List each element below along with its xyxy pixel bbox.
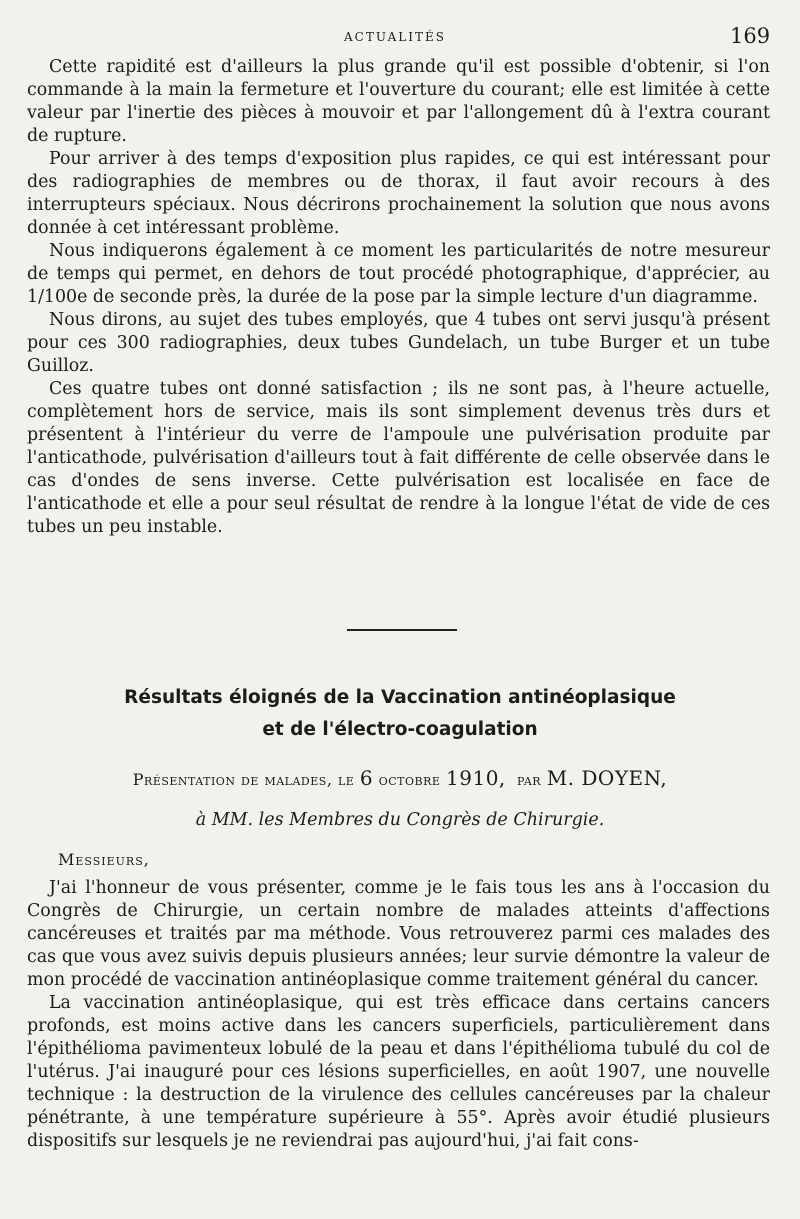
paragraph: J'ai l'honneur de vous présenter, comme je le fais tous les ans à l'occasion du Congrès de Chirurgie, un certain nombre de malades atteints d'affections cancéreuses et traités par ma méthode. Vous retrouverez parmi ces malades des cas que vous avez suivis depuis plusieurs années; leur survie démontre la valeur de mon procédé de vaccination antinéoplasique comme traitement général du cancer.: [27, 878, 770, 990]
presentation-par: par: [516, 770, 542, 789]
article-title-line-2: et de l'électro-coagulation: [262, 719, 538, 740]
paragraph: Ces quatre tubes ont donné satisfaction ; ils ne sont pas, à l'heure actuelle, complètement hors de service, mais ils sont simplement devenus très durs et présentent à l'intérieur du verre de l'ampoule une pulvérisation produite par l'anticathode, pulvérisation d'ailleurs tout à fait différente de celle observée dans le cas d'ondes de sens inverse. Cette pulvérisation est localisée en face de l'anticathode et elle a pour seul résultat de rendre à la longue l'état de vide de ces tubes un peu instable.: [27, 379, 770, 537]
paragraph: La vaccination antinéoplasique, qui est très efficace dans certains cancers profonds, est moins active dans les cancers superficiels, particulièrement dans l'épithélioma pavimenteux lobulé de la peau et dans l'épithélioma tubulé du col de l'utérus. J'ai inauguré pour ces lésions superficielles, en août 1907, une nouvelle technique : la destruction de la virulence des cellules cancéreuses par la chaleur pénétrante, à une température supérieure à 55°. Après avoir étudié plusieurs dispositifs sur lesquels je ne reviendrai pas aujourd'hui, j'ai fait cons-: [27, 993, 770, 1151]
presentation-month: octobre: [378, 770, 441, 789]
running-head: [0, 24, 800, 52]
paragraph: Nous indiquerons également à ce moment les particularités de notre mesureur de temps qui permet, en dehors de tout procédé photographique, d'apprécier, au 1/100e de seconde près, la durée de la pose par la simple lecture d'un diagramme.: [27, 241, 770, 307]
dedication: à MM. les Membres du Congrès de Chirurgie.: [195, 810, 605, 830]
presentation-prefix: Présentation de malades, le: [132, 770, 355, 789]
presentation-year: 1910,: [446, 766, 506, 790]
top-text-block: [27, 56, 770, 539]
presentation-author: M. DOYEN,: [546, 766, 668, 790]
paragraph: Cette rapidité est d'ailleurs la plus grande qu'il est possible d'obtenir, si l'on commande à la main la fermeture et l'ouverture du courant; elle est limitée à cette valeur par l'inertie des pièces à mouvoir et par l'allongement dû à l'extra courant de rupture.: [27, 57, 770, 146]
bottom-text-block: [27, 877, 770, 1153]
salutation: Messieurs,: [58, 850, 150, 869]
page-number: 169: [730, 24, 771, 48]
running-title: ACTUALITÉS: [344, 30, 446, 44]
presentation-line: [0, 766, 800, 790]
article-title-line-1: Résultats éloignés de la Vaccination antinéoplasique: [124, 687, 676, 708]
paragraph: Nous dirons, au sujet des tubes employés, que 4 tubes ont servi jusqu'à présent pour ces 300 radiographies, deux tubes Gundelach, un tube Burger et un tube Guilloz.: [27, 310, 770, 376]
section-divider: [347, 629, 457, 631]
paragraph: Pour arriver à des temps d'exposition plus rapides, ce qui est intéressant pour des radiographies de membres ou de thorax, il faut avoir recours à des interrupteurs spéciaux. Nous décrirons prochainement la solution que nous avons donnée à cet intéressant problème.: [27, 149, 770, 238]
presentation-day: 6: [359, 766, 374, 790]
